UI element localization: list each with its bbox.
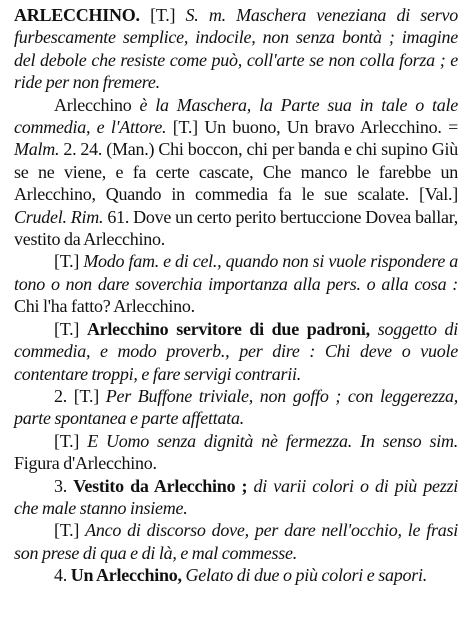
text-run: [T.] Un buono, Un bravo Arlecchino. = <box>166 117 459 138</box>
text-run: Un Arlecchino, <box>70 565 182 586</box>
text-run: Arlecchino <box>54 94 140 115</box>
text-run: E Uomo senza dignità nè fermezza. In senso sim. <box>87 430 458 451</box>
text-run: [T.] <box>54 318 87 339</box>
text-run: Per Buffone triviale, non goffo ; con leggerezza, parte spontanea e parte affettata. <box>14 385 459 429</box>
text-run: Anco di discorso dove, per dare nell'occhio, le frasi son prese di qua e di là, e mal commesse. <box>14 520 458 563</box>
text-run: 2. [T.] <box>54 385 106 406</box>
text-run: S. m. Maschera veneziana di servo furbescamente semplice, indocile, non senza bontà ; imagine del debole che resiste come può, coll'arte se non colla forza ; e ride per non fremere. <box>14 5 458 93</box>
text-run: Chi l'ha fatto? Arlecchino. <box>14 296 195 317</box>
text-run: 2. 24. (Man.) Chi boccon, chi per banda e chi supino Giù se ne viene, e fa certe cascate, Che manco le farebbe un Arlecchino, Quando in commedia fa le sue scalate. [Val.] <box>14 139 458 205</box>
text-run: Vestito da Arlecchino ; <box>73 475 248 496</box>
paragraph-7 <box>14 475 458 520</box>
paragraph-8 <box>14 519 458 564</box>
text-run: 3. <box>54 475 74 496</box>
paragraph-2 <box>14 94 458 251</box>
text-run: Malm. <box>14 139 60 160</box>
text-run: [T.] <box>54 520 86 541</box>
paragraph-3 <box>14 250 458 317</box>
text-run: Figura d'Arlecchino. <box>14 453 157 474</box>
text-run: Crudel. Rim. <box>14 206 104 227</box>
text-run: soggetto di commedia, e modo proverb., per dire : Chi deve o vuole contentare troppi, e fare servigi contrarii. <box>14 318 458 384</box>
text-run: Gelato di due o più colori e sapori. <box>181 565 427 586</box>
text-run: è la Maschera, la Parte sua in tale o tale commedia, e l'Attore. <box>14 94 458 138</box>
paragraph-5 <box>14 385 458 430</box>
text-run: ARLECCHINO. <box>14 5 140 25</box>
text-run: [T.] <box>139 5 186 25</box>
paragraph-6 <box>14 430 458 475</box>
text-run: [T.] <box>54 430 88 451</box>
paragraph-4 <box>14 318 458 385</box>
text-run: Modo fam. e di cel., quando non si vuole rispondere a tono o non dare soverchia importanza alla pers. o alla cosa : <box>14 251 458 294</box>
paragraph-9 <box>14 564 458 586</box>
text-run: Arlecchino servitore di due padroni, <box>86 318 370 339</box>
text-run: 4. <box>54 565 71 586</box>
text-run: [T.] <box>54 251 84 272</box>
paragraph-1 <box>14 4 458 94</box>
text-run: 61. Dove un certo perito bertuccione Dovea ballar, vestito da Arlecchino. <box>14 206 458 250</box>
text-run: di varii colori o di più pezzi che male stanno insieme. <box>14 475 459 518</box>
